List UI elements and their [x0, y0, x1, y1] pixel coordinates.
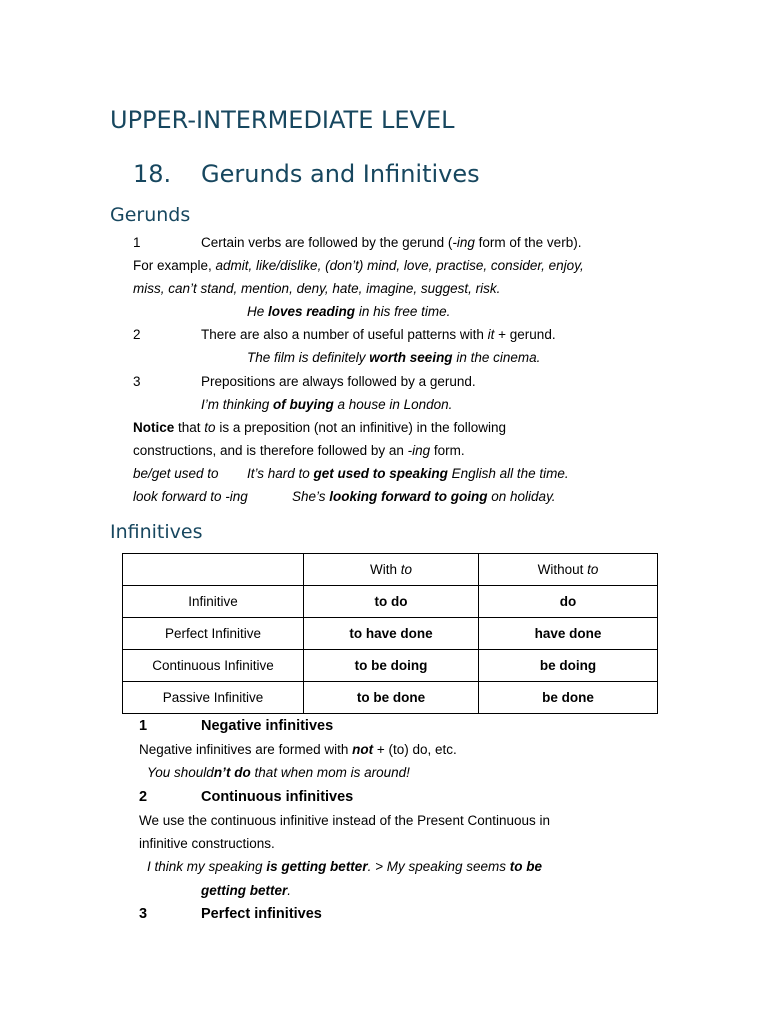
table-cell: to be done — [304, 682, 479, 714]
section-heading — [133, 160, 480, 188]
example-look-forward-to — [133, 489, 248, 505]
text-italic: it — [487, 327, 495, 342]
table-header-cell — [123, 554, 304, 586]
table-header-cell — [304, 554, 479, 586]
table-cell: be doing — [479, 650, 658, 682]
text-italic: It’s hard to — [247, 466, 314, 481]
text: Certain verbs are followed by the gerund ( — [201, 235, 453, 250]
text-bold-italic: loves reading — [268, 304, 356, 319]
text-bold-italic: of buying — [273, 397, 334, 412]
point-number: 2 — [139, 789, 148, 805]
notice-label: Notice — [133, 420, 175, 435]
gerunds-verb-list-2 — [133, 281, 500, 297]
text: + gerund. — [494, 327, 556, 342]
text-italic: She’s — [292, 489, 330, 504]
point-number: 1 — [133, 235, 141, 250]
verb-list: miss, can’t stand, mention, deny, hate, imagine, suggest, risk. — [133, 281, 501, 296]
gerunds-verb-list-1 — [133, 258, 584, 274]
continuous-infinitives-text — [139, 813, 550, 829]
text-bold-italic: looking forward to going — [329, 489, 488, 504]
text-bold-italic: worth seeing — [369, 350, 453, 365]
text: There are also a number of useful patterns with — [201, 327, 488, 342]
notice-paragraph — [133, 420, 506, 436]
text: We use the continuous infinitive instead of the Present Continuous in — [139, 813, 551, 828]
perfect-infinitives-heading — [139, 906, 322, 922]
gerunds-point-3 — [133, 374, 476, 390]
text-bold-italic: not — [352, 742, 374, 757]
point-number: 3 — [139, 906, 148, 922]
table-cell: Infinitive — [123, 586, 304, 618]
text: Prepositions are always followed by a gerund. — [201, 374, 476, 389]
example-sentence — [147, 859, 542, 875]
section-title: Gerunds and Infinitives — [201, 160, 480, 188]
verb-list: admit, like/dislike, (don’t) mind, love, practise, consider, enjoy, — [215, 258, 584, 273]
text: that — [174, 420, 205, 435]
continuous-infinitives-heading — [139, 789, 353, 805]
table-cell: have done — [479, 618, 658, 650]
example-sentence — [247, 350, 540, 366]
example-sentence — [247, 466, 569, 482]
text-italic: that when mom is around! — [250, 765, 410, 780]
text-italic: in the cinema. — [452, 350, 541, 365]
text-italic: I think my speaking — [147, 859, 267, 874]
text-italic: -ing — [452, 235, 475, 250]
subheading: Perfect infinitives — [201, 906, 322, 922]
example-sentence — [201, 397, 452, 413]
point-number: 3 — [133, 374, 141, 389]
negative-infinitives-heading — [139, 718, 333, 734]
level-title: UPPER-INTERMEDIATE LEVEL — [110, 106, 455, 134]
text-bold-italic: getting better — [201, 883, 288, 898]
table-cell: to be doing — [304, 650, 479, 682]
text-italic: The film is definitely — [247, 350, 370, 365]
notice-paragraph-line-2 — [133, 443, 465, 459]
text: For example, — [133, 258, 216, 273]
example-sentence — [147, 765, 410, 781]
text-italic: . — [287, 883, 292, 898]
text-italic: . > My speaking seems — [367, 859, 510, 874]
table-cell: to have done — [304, 618, 479, 650]
table-cell: do — [479, 586, 658, 618]
table-cell: be done — [479, 682, 658, 714]
text-italic: to — [400, 562, 413, 577]
example-sentence-line-2 — [201, 883, 291, 899]
section-number: 18. — [133, 160, 172, 188]
text-bold-italic: get used to speaking — [313, 466, 448, 481]
text-bold-italic: is getting better — [266, 859, 368, 874]
continuous-infinitives-text-line-2 — [139, 836, 275, 852]
table-row — [123, 618, 658, 650]
table-row — [123, 650, 658, 682]
infinitives-heading: Infinitives — [110, 521, 203, 543]
gerunds-point-2 — [133, 327, 556, 343]
gerunds-point-1 — [133, 235, 581, 251]
text-bold-italic: n’t do — [213, 765, 251, 780]
subheading: Negative infinitives — [201, 718, 334, 734]
text-bold-italic: to be — [509, 859, 543, 874]
table-header-cell — [479, 554, 658, 586]
table-cell: Perfect Infinitive — [123, 618, 304, 650]
gerunds-heading: Gerunds — [110, 204, 191, 226]
text-italic: to — [587, 562, 599, 577]
text: + (to) do, etc. — [373, 742, 457, 757]
table-row — [123, 586, 658, 618]
text: Without — [537, 562, 588, 577]
point-number: 1 — [139, 718, 148, 734]
table-row — [123, 682, 658, 714]
text-italic: English all the time. — [447, 466, 569, 481]
text-italic: -ing — [407, 443, 431, 458]
subheading: Continuous infinitives — [201, 789, 354, 805]
text: is a preposition (not an infinitive) in the following — [215, 420, 506, 435]
text-italic: I’m thinking — [201, 397, 274, 412]
example-sentence — [292, 489, 556, 505]
construction-label: be/get used to — [133, 466, 219, 481]
text: Negative infinitives are formed with — [139, 742, 353, 757]
text-italic: You should — [147, 765, 214, 780]
text-italic: on holiday. — [487, 489, 556, 504]
infinitives-table — [122, 553, 658, 714]
point-number: 2 — [133, 327, 141, 342]
text: constructions, and is therefore followed by an — [133, 443, 408, 458]
table-header-row — [123, 554, 658, 586]
text: With — [369, 562, 401, 577]
table-cell: Passive Infinitive — [123, 682, 304, 714]
text-italic: in his free time. — [355, 304, 451, 319]
text: form of the verb). — [474, 235, 582, 250]
negative-infinitives-text — [139, 742, 457, 758]
text: infinitive constructions. — [139, 836, 275, 851]
text-italic: a house in London. — [333, 397, 453, 412]
table-cell: Continuous Infinitive — [123, 650, 304, 682]
text-italic: to — [204, 420, 216, 435]
text: form. — [430, 443, 465, 458]
example-be-get-used-to — [133, 466, 219, 482]
table-cell: to do — [304, 586, 479, 618]
text-italic: He — [247, 304, 269, 319]
example-sentence — [247, 304, 450, 320]
construction-label: look forward to -ing — [133, 489, 248, 504]
